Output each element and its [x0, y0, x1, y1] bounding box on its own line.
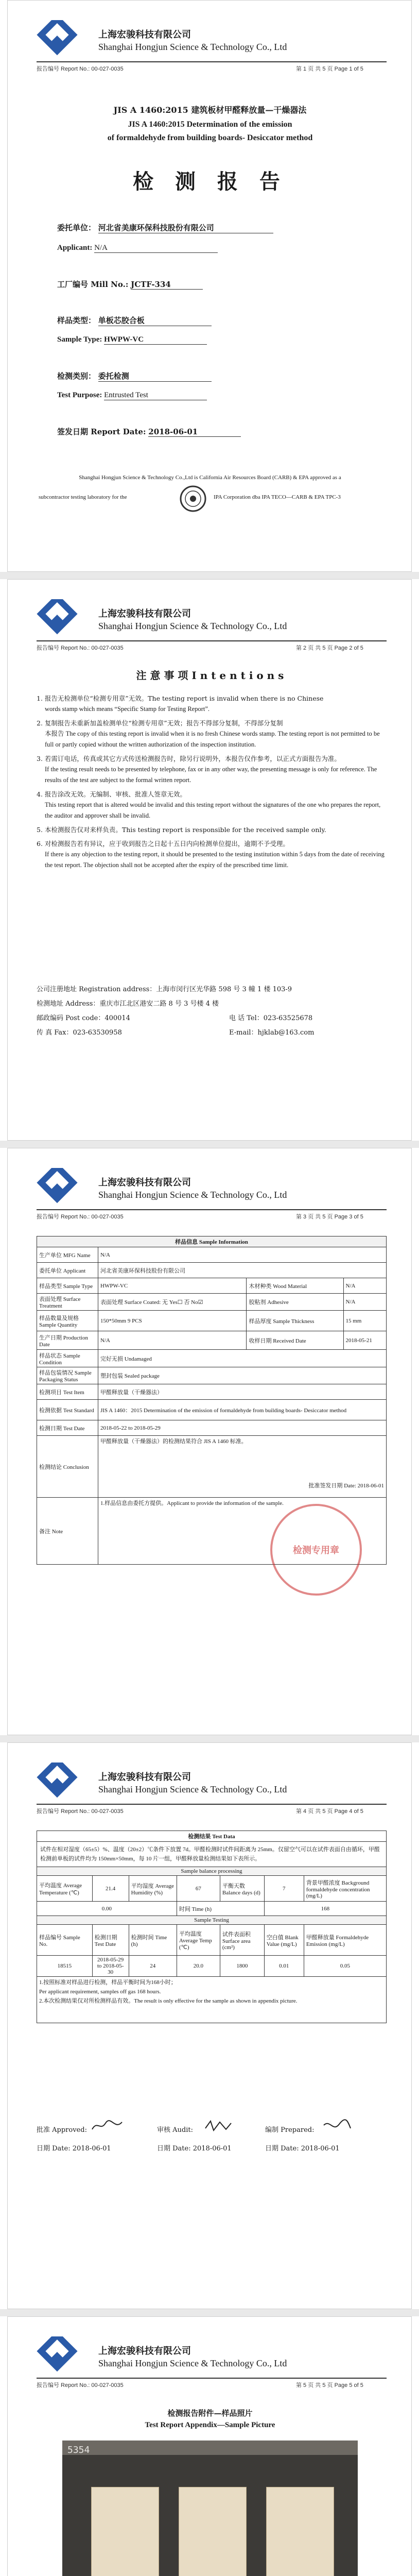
company-logo: [37, 20, 78, 63]
mill-value: JCTF-334: [131, 280, 203, 290]
company-name-en: Shanghai Hongjun Science & Technology Co., Ltd: [98, 2358, 287, 2368]
intention-item: [37, 824, 387, 835]
applicant-row: [57, 244, 218, 253]
cond-header: 平均湿度 Average Humidity (%): [129, 1876, 177, 1902]
page-header: [8, 580, 412, 657]
wood-label: 木材种类 Wood Material: [247, 1278, 343, 1294]
info-value: 150*50mm 9 PCS: [98, 1311, 247, 1331]
intention-en: 本报告 The copy of this testing report is invalid when it is no fresh Chinese words stamp. The testing report is not permitted to be full or partly copied without the written authorization of the inspection institution.: [45, 730, 380, 748]
audit-label: 审核 Audit:: [157, 2126, 193, 2134]
info-value: 2018-05-22 to 2018-05-29: [98, 1420, 387, 1436]
company-logo: [37, 2336, 78, 2380]
carb-seal-icon: [178, 485, 208, 513]
prepared-date: 日期 Date: 2018-06-01: [265, 2145, 340, 2153]
info-label: 检测项目 Test Item: [37, 1384, 98, 1400]
appendix-title-en: Test Report Appendix—Sample Picture: [145, 2421, 275, 2429]
sample-type-row: [57, 335, 207, 345]
page-header: [8, 1743, 412, 1820]
balance-label: Sample balance processing: [37, 1867, 387, 1876]
result-header: 检测时间 Time (h): [129, 1925, 177, 1956]
cond-value: 0.00: [37, 1902, 177, 1916]
info-value: 甲醛释放量（干燥器法）: [98, 1384, 387, 1400]
page-no: 第 2 页 共 5 页 Page 2 of 5: [296, 645, 363, 651]
test-address: 检测地址 Address：重庆市江北区港安二路 8 号 3 号楼 4 楼: [37, 1000, 219, 1008]
result-cell: 0.05: [304, 1956, 386, 1977]
intention-item: [37, 718, 387, 750]
company-name-cn: 上海宏骏科技有限公司: [98, 1177, 191, 1188]
received-label: 收样日期 Received Date: [247, 1331, 343, 1350]
info-value: 1.样品信息由委托方提供。Applicant to provide the information of the sample.: [98, 1498, 387, 1565]
result-header: 样品编号 Sample No.: [37, 1925, 93, 1956]
purpose-label: 检测类别：: [57, 371, 96, 381]
info-label: 备注 Note: [37, 1498, 98, 1565]
test-data-title: 检测结果 Test Data: [37, 1831, 387, 1842]
reg-address: 公司注册地址 Registration address：上海市闵行区光华路 598 号 3 幢 1 楼 103-9: [37, 986, 292, 993]
report-no: 报告编号 Report No.: 00-027-0035: [37, 1214, 124, 1220]
intention-cn: 6. 对检测报告若有异议，应于收到报告之日起十五日内向检测单位提出，逾期不予受理。: [37, 840, 289, 848]
intention-item: [37, 693, 387, 715]
client-label: 委托单位：: [57, 223, 96, 232]
header-rule: [37, 61, 387, 62]
sample-type-value: HWPW-VC: [104, 335, 207, 345]
sample-piece: [91, 2487, 159, 2576]
approved-date: 日期 Date: 2018-06-01: [37, 2145, 111, 2153]
page-gap: [0, 1141, 419, 1148]
info-label: 委托单位 Applicant: [37, 1263, 98, 1278]
note-line: 2.本次检测结果仅对所检测样品有效。The result is only effective for the sample as shown in appendix picture.: [39, 1998, 298, 2004]
info-value: [98, 1436, 387, 1498]
info-table-title: 样品信息 Sample Information: [37, 1236, 387, 1247]
thickness-value: 15 mm: [343, 1311, 387, 1331]
intention-cn: 5. 本检测报告仅对来样负责。This testing report is responsible for the received sample only.: [37, 826, 326, 834]
result-header: 甲醛释放量 Formaldehyde Emission (mg/L): [304, 1925, 386, 1956]
issue-date: 批准签发日期 Date: 2018-06-01: [308, 1483, 384, 1489]
cond-header: 平均温度 Average Temperature (℃): [37, 1876, 93, 1902]
info-label: 表面处理 Surface Treatment: [37, 1294, 98, 1311]
info-label: 生产单位 MFG Name: [37, 1247, 98, 1263]
intention-en: If the testing result needs to be presented by telephone, fax or in any other way, the presenting message is only for reference. The results of the test are subject to the formal written report.: [45, 766, 377, 784]
mill-row: [57, 279, 203, 290]
company-logo: [37, 1762, 78, 1806]
photo-ruler: [62, 2441, 358, 2455]
sample-type-label: Sample Type:: [57, 335, 102, 344]
info-label: 检测依据 Test Standard: [37, 1400, 98, 1420]
result-cell: 1800: [220, 1956, 264, 1977]
company-logo: [37, 1168, 78, 1211]
purpose-en-value: Entrusted Test: [104, 391, 207, 400]
company-logo: [37, 599, 78, 642]
test-data-table: [37, 1831, 387, 2023]
standard-title-en-1: JIS A 1460:2015 Determination of the emission: [128, 120, 292, 129]
signature-prepared: [322, 2118, 353, 2133]
carb-note-1: Shanghai Hongjun Science & Technology Co.,Ltd is California Air Resources Board (CARB) & EPA approved as a: [79, 474, 341, 481]
info-label: 检测结论 Conclusion: [37, 1436, 98, 1498]
page-no: 第 5 页 共 5 页 Page 5 of 5: [296, 2382, 363, 2388]
applicant-label: Applicant:: [57, 244, 93, 252]
applicant-value: N/A: [94, 244, 218, 253]
cond-value: 168: [264, 1902, 386, 1916]
info-value: 河北省美康环保科技股份有限公司: [98, 1263, 387, 1278]
condition-label: 样品状态 Sample Condition: [37, 1350, 98, 1367]
sample-value: 单板芯胶合板: [98, 315, 212, 326]
report-page-1: [7, 0, 412, 572]
client-value: 河北省美康环保科技股份有限公司: [98, 222, 273, 233]
sample-label: 样品类型：: [57, 316, 96, 325]
intention-item: [37, 789, 387, 821]
audit-date: 日期 Date: 2018-06-01: [157, 2145, 232, 2153]
info-value: JIS A 1460：2015 Determination of the emission of formaldehyde from building boards- Desiccator method: [98, 1400, 387, 1420]
intention-item: [37, 838, 387, 871]
appendix-title-cn: 检测报告附件—样品照片: [167, 2409, 253, 2418]
header-rule: [37, 1209, 387, 1210]
report-no: 报告编号 Report No.: 00-027-0035: [37, 2382, 124, 2388]
page-no: 第 1 页 共 5 页 Page 1 of 5: [296, 66, 363, 72]
report-title: 检 测 报 告: [133, 170, 287, 194]
thickness-label: 样品厚度 Sample Thickness: [247, 1311, 343, 1331]
prepared-label: 编制 Prepared:: [265, 2126, 315, 2134]
signature-audit: [203, 2118, 234, 2133]
company-name-cn: 上海宏骏科技有限公司: [98, 2346, 191, 2357]
wood-value: N/A: [343, 1278, 387, 1294]
header-rule: [37, 2378, 387, 2379]
result-header: 试件表面积 Surface area (cm²): [220, 1925, 264, 1956]
condition-value: 完好无损 Undamaged: [98, 1350, 387, 1367]
result-cell: 24: [129, 1956, 177, 1977]
info-value: 塑封包装 Sealed package: [98, 1367, 387, 1384]
testing-label: Sample Testing: [37, 1916, 387, 1925]
page-gap: [0, 572, 419, 579]
testing-stamp: [270, 1504, 362, 1596]
result-header: 平均温度 Average Temp (℃): [177, 1925, 220, 1956]
intention-cn: 3. 若需订电话，传真或其它方式传送检测报告时，除另行说明外，本报告仅作参考，以正式方面报告为准。: [37, 755, 341, 762]
company-name-en: Shanghai Hongjun Science & Technology Co., Ltd: [98, 42, 287, 52]
info-value: N/A: [98, 1331, 247, 1350]
adhesive-value: N/A: [343, 1294, 387, 1311]
report-page-5: [7, 2316, 412, 2576]
purpose-en-row: [57, 391, 207, 400]
page-gap: [0, 1735, 419, 1742]
cond-value: 7: [264, 1876, 304, 1902]
sample-row: [57, 315, 212, 326]
cond-header: 时间 Time (h): [177, 1902, 264, 1916]
company-name-cn: 上海宏骏科技有限公司: [98, 29, 191, 40]
info-label: 检测日期 Test Date: [37, 1420, 98, 1436]
info-value: 表面处理 Surface Coated: 无 Yes☐ 否 No☑: [98, 1294, 247, 1311]
cond-value: 67: [177, 1876, 220, 1902]
cond-value: 21.4: [92, 1876, 129, 1902]
cond-header: 平衡天数 Balance days (d): [220, 1876, 264, 1902]
report-date-row: [57, 426, 241, 437]
info-label: 样品类型 Sample Type: [37, 1278, 98, 1294]
result-header: 空白值 Blank Value (mg/L): [264, 1925, 304, 1956]
result-cell: 2018-05-29 to 2018-05-30: [92, 1956, 129, 1977]
report-page-4: [7, 1742, 412, 2309]
info-value: N/A: [98, 1247, 387, 1263]
purpose-en-label: Test Purpose:: [57, 391, 102, 399]
approved-label: 批准 Approved:: [37, 2126, 87, 2134]
standard-title-en-2: of formaldehyde from building boards- Desiccator method: [107, 133, 313, 142]
info-value: HWPW-VC: [98, 1278, 247, 1294]
page-no: 第 4 页 共 5 页 Page 4 of 5: [296, 1808, 363, 1815]
conclusion-text: 甲醛释放量（干燥器法）的检测结果符合 JIS A 1460 标准。: [100, 1438, 247, 1445]
company-name-en: Shanghai Hongjun Science & Technology Co., Ltd: [98, 621, 287, 631]
company-name-en: Shanghai Hongjun Science & Technology Co., Ltd: [98, 1784, 287, 1794]
report-no: 报告编号 Report No.: 00-027-0035: [37, 645, 124, 651]
intention-cn: 4. 报告涂改无效。无编制、审核、批准人签章无效。: [37, 790, 186, 798]
intention-item: [37, 753, 387, 786]
intention-en: If there is any objection to the testing report, it should be presented to the testing institution within 5 days from the date of receiving the test report. The objection shall not be accepted after the expiry of the prescribed time limit.: [45, 851, 385, 869]
sample-piece: [179, 2487, 247, 2576]
info-label: 样品数量及规格 Sample Quantity: [37, 1311, 98, 1331]
purpose-row: [57, 370, 212, 382]
photo-label: 5354: [67, 2445, 90, 2455]
post-code: 邮政编码 Post code：400014: [37, 1014, 130, 1022]
result-header: 检测日期 Test Date: [92, 1925, 129, 1956]
received-value: 2018-05-21: [343, 1331, 387, 1350]
note-line: 1.按照标准对样品进行检测，样品平衡时间为168小时；: [39, 1979, 177, 1986]
tel: 电 话 Tel：023-63525678: [229, 1014, 313, 1022]
report-date-value: 2018-06-01: [148, 427, 241, 437]
carb-note-2: subcontractor testing laboratory for the: [39, 494, 127, 500]
report-no: 报告编号 Report No.: 00-027-0035: [37, 1808, 124, 1815]
report-no: 报告编号 Report No.: 00-027-0035: [37, 66, 124, 72]
test-data-para: 试件在相对湿度（65±5）%、温度（20±2）℃条件下放置 7d。甲醛检测时试件间距离为 25mm。仅留空气可以在试件表面自由循环，甲醛检测前单板的试件均为 150mm×50mm，每 10 片一组，甲醛释放量检测结果如下表所示。: [37, 1842, 387, 1867]
header-rule: [37, 1804, 387, 1805]
intentions-list: [37, 693, 387, 874]
mill-label: 工厂编号 Mill No.:: [57, 280, 129, 289]
email: E-mail：hjklab@163.com: [229, 1029, 315, 1037]
standard-title-cn: JIS A 1460:2015 建筑板材甲醛释放量—干燥器法: [113, 105, 307, 115]
company-name-cn: 上海宏骏科技有限公司: [98, 608, 191, 619]
page-no: 第 3 页 共 5 页 Page 3 of 5: [296, 1214, 363, 1220]
intention-cn: 1. 报告无检测单位“检测专用章”无效。The testing report is invalid when there is no Chinese: [37, 694, 324, 702]
page-header: [8, 1148, 412, 1226]
signature-approved: [90, 2118, 126, 2133]
info-label: 生产日期 Production Date: [37, 1331, 98, 1350]
header-rule: [37, 640, 387, 641]
purpose-value: 委托检测: [98, 370, 212, 382]
page-header: [8, 2317, 412, 2394]
client-row: [57, 222, 273, 233]
result-cell: 20.0: [177, 1956, 220, 1977]
report-date-label: 签发日期 Report Date:: [57, 427, 146, 436]
sample-piece: [266, 2487, 334, 2576]
carb-note-3: IPA Corporation dba IPA TECO—CARB & EPA TPC-3: [214, 494, 341, 500]
report-page-3: [7, 1148, 412, 1735]
result-cell: 0.01: [264, 1956, 304, 1977]
intentions-title: 注 意 事 项 I n t e n t i o n s: [136, 669, 284, 682]
company-name-cn: 上海宏骏科技有限公司: [98, 1772, 191, 1783]
intention-cn: 2. 复制报告未重新加盖检测单位“检测专用章”无效；报告不得部分复制，不得部分复制: [37, 719, 283, 727]
cond-header: 背景甲醛浓度 Background formaldehyde concentration (mg/L): [304, 1876, 386, 1902]
test-notes: [37, 1977, 387, 2023]
adhesive-label: 胶粘剂 Adhesive: [247, 1294, 343, 1311]
intention-en: This testing report that is altered would be invalid and this testing report without the signatures of the one who prepares the report, the auditor and approver shall be invalid.: [45, 801, 381, 819]
report-page-2: [7, 579, 412, 1141]
stamp-text: 检测专用章: [293, 1545, 339, 1556]
page-header: [8, 1, 412, 78]
sample-photo: [62, 2441, 358, 2576]
intention-en: words stamp which means “Specific Stamp for Testing Report”.: [45, 705, 210, 713]
result-cell: 18515: [37, 1956, 93, 1977]
info-label: 样品包装情况 Sample Packaging Status: [37, 1367, 98, 1384]
note-line: Per applicant requirement, samples off gas 168 hours.: [39, 1989, 161, 1995]
page-gap: [0, 2309, 419, 2316]
fax: 传 真 Fax：023-63530958: [37, 1029, 122, 1037]
company-name-en: Shanghai Hongjun Science & Technology Co., Ltd: [98, 1190, 287, 1200]
